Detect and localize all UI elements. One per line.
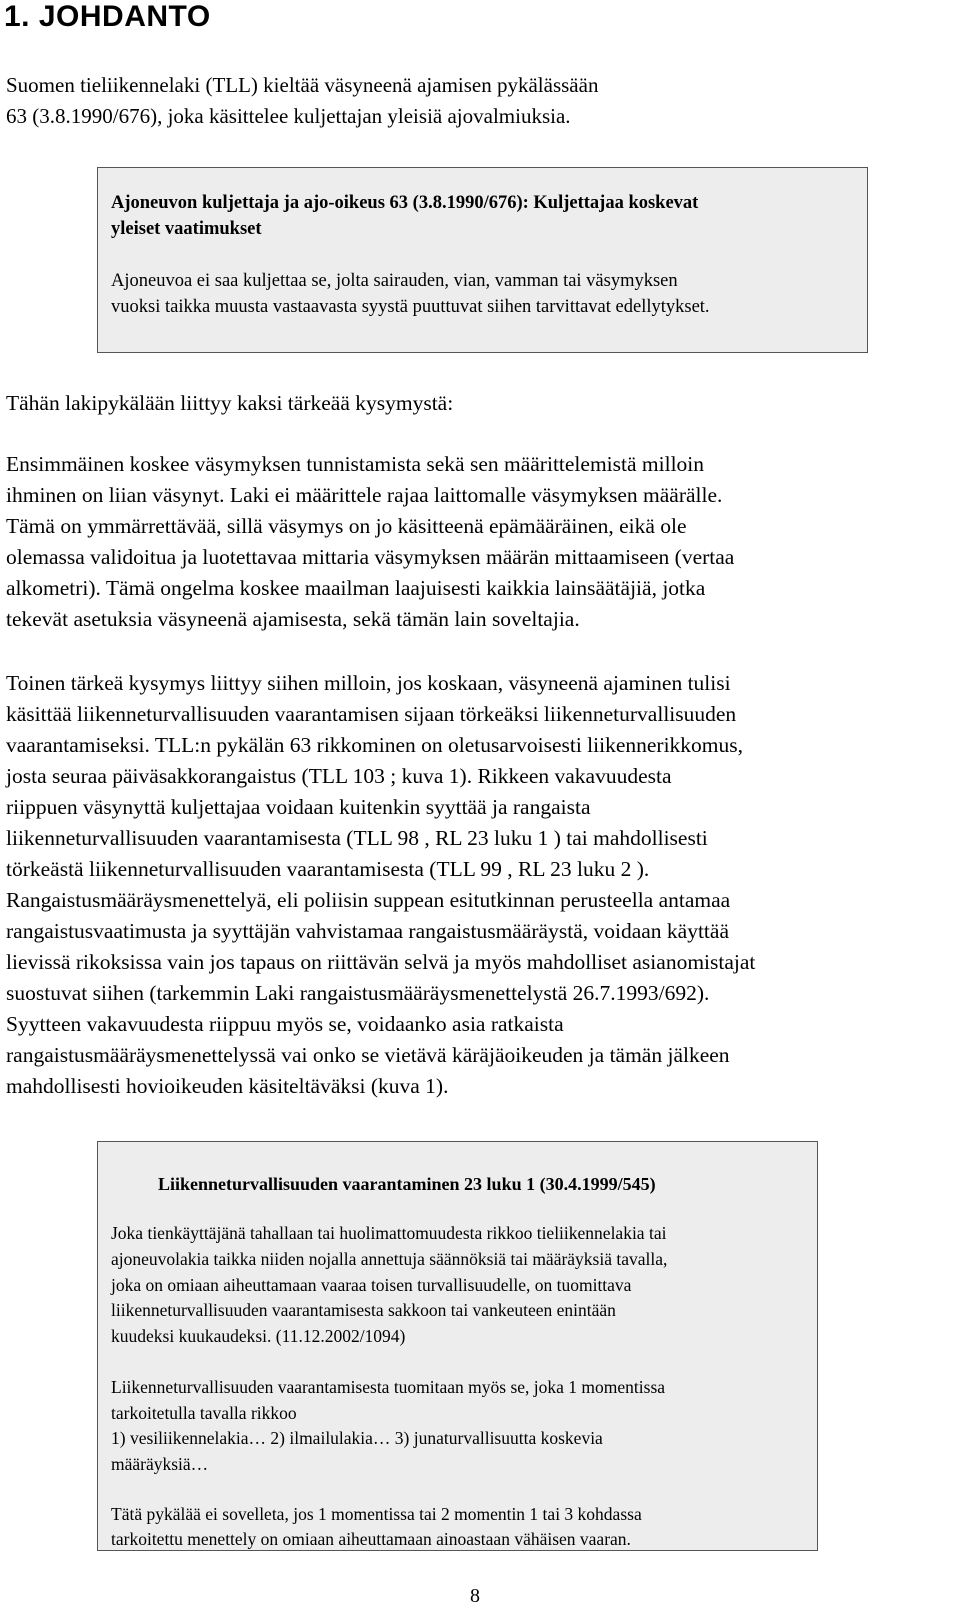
box2-line: 1) vesiliikennelakia… 2) ilmailulakia… 3) junaturvallisuutta koskevia [111,1428,603,1448]
box2-line: ajoneuvolakia taikka niiden nojalla annettuja säännöksiä tai määräyksiä tavalla, [111,1249,668,1269]
section-heading: 1. JOHDANTO [4,0,211,33]
box2-title: Liikenneturvallisuuden vaarantaminen 23 luku 1 (30.4.1999/545) [158,1174,656,1194]
paragraph-second-question [6,668,956,1102]
page-number: 8 [470,1585,480,1607]
paragraph-line: lievissä rikoksissa vain jos tapaus on riittävän selvä ja myös mahdolliset asianomistajat [6,950,756,974]
paragraph-line: Rangaistusmääräysmenettelyä, eli poliisin suppean esitutkinnan perusteella antamaa [6,888,731,912]
box1-title-line: yleiset vaatimukset [111,219,262,239]
paragraph-line: tekevät asetuksia väsyneenä ajamisesta, sekä tämän lain soveltajia. [6,607,580,631]
box2-line: Joka tienkäyttäjänä tahallaan tai huolimattomuudesta rikkoo tieliikennelakia tai [111,1223,667,1243]
law-excerpt-box-rl23 [97,1141,818,1551]
questions-intro: Tähän lakipykälään liittyy kaksi tärkeää kysymystä: [6,391,454,415]
box1-body-line: Ajoneuvoa ei saa kuljettaa se, jolta sairauden, vian, vamman tai väsymyksen [111,271,678,291]
paragraph-line: törkeästä liikenneturvallisuuden vaarantamisesta (TLL 99 , RL 23 luku 2 ). [6,857,650,881]
paragraph-line: liikenneturvallisuuden vaarantamisesta (TLL 98 , RL 23 luku 1 ) tai mahdollisesti [6,826,708,850]
paragraph-line: alkometri). Tämä ongelma koskee maailman laajuisesti kaikkia lainsäätäjiä, jotka [6,576,706,600]
box2-line: liikenneturvallisuuden vaarantamisesta sakkoon tai vankeuteen enintään [111,1300,616,1320]
intro-line: Suomen tieliikennelaki (TLL) kieltää väsyneenä ajamisen pykälässään [6,73,599,97]
box2-line: kuudeksi kuukaudeksi. (11.12.2002/1094) [111,1326,406,1346]
paragraph-line: Toinen tärkeä kysymys liittyy siihen milloin, jos koskaan, väsyneenä ajaminen tulisi [6,671,731,695]
paragraph-line: vaarantamiseksi. TLL:n pykälän 63 rikkominen on oletusarvoisesti liikennerikkomus, [6,733,744,757]
box1-title-line: Ajoneuvon kuljettaja ja ajo-oikeus 63 (3.8.1990/676): Kuljettajaa koskevat [111,193,699,213]
box2-line: joka on omiaan aiheuttamaan vaaraa toisen turvallisuudelle, on tuomittava [111,1275,632,1295]
paragraph-line: rangaistusvaatimusta ja syyttäjän vahvistamaa rangaistusmääräystä, voidaan käyttää [6,919,729,943]
paragraph-line: Tämä on ymmärrettävää, sillä väsymys on jo käsitteenä epämääräinen, eikä ole [6,514,687,538]
box2-line: Liikenneturvallisuuden vaarantamisesta tuomitaan myös se, joka 1 momentissa [111,1377,666,1397]
paragraph-line: mahdollisesti hovioikeuden käsiteltäväksi (kuva 1). [6,1074,449,1098]
paragraph-line: Ensimmäinen koskee väsymyksen tunnistamista sekä sen määrittelemistä milloin [6,452,705,476]
paragraph-line: olemassa validoitua ja luotettavaa mittaria väsymyksen määrän mittaamiseen (vertaa [6,545,735,569]
paragraph-line: ihminen on liian väsynyt. Laki ei määrittele rajaa laittomalle väsymyksen määrälle. [6,483,723,507]
intro-paragraph [6,70,956,132]
paragraph-first-question [6,449,956,635]
paragraph-line: josta seuraa päiväsakkorangaistus (TLL 103 ; kuva 1). Rikkeen vakavuudesta [6,764,672,788]
intro-line: 63 (3.8.1990/676), joka käsittelee kuljettajan yleisiä ajovalmiuksia. [6,104,571,128]
paragraph-line: riippuen väsynyttä kuljettajaa voidaan kuitenkin syyttää ja rangaista [6,795,591,819]
paragraph-line: Syytteen vakavuudesta riippuu myös se, voidaanko asia ratkaista [6,1012,564,1036]
box2-line: tarkoitettu menettely on omiaan aiheuttamaan ainoastaan vähäisen vaaran. [111,1529,631,1549]
box2-line: määräyksiä… [111,1454,209,1474]
paragraph-line: suostuvat siihen (tarkemmin Laki rangaistusmääräysmenettelystä 26.7.1993/692). [6,981,710,1005]
paragraph-line: rangaistusmääräysmenettelyssä vai onko se vietävä käräjäoikeuden ja tämän jälkeen [6,1043,730,1067]
box1-body-line: vuoksi taikka muusta vastaavasta syystä puuttuvat siihen tarvittavat edellytykset. [111,297,710,317]
paragraph-line: käsittää liikenneturvallisuuden vaarantamisen sijaan törkeäksi liikenneturvallisuuden [6,702,737,726]
box2-line: Tätä pykälää ei sovelleta, jos 1 momentissa tai 2 momentin 1 tai 3 kohdassa [111,1504,642,1524]
box2-line: tarkoitetulla tavalla rikkoo [111,1403,297,1423]
law-excerpt-box-tll63 [97,167,868,353]
